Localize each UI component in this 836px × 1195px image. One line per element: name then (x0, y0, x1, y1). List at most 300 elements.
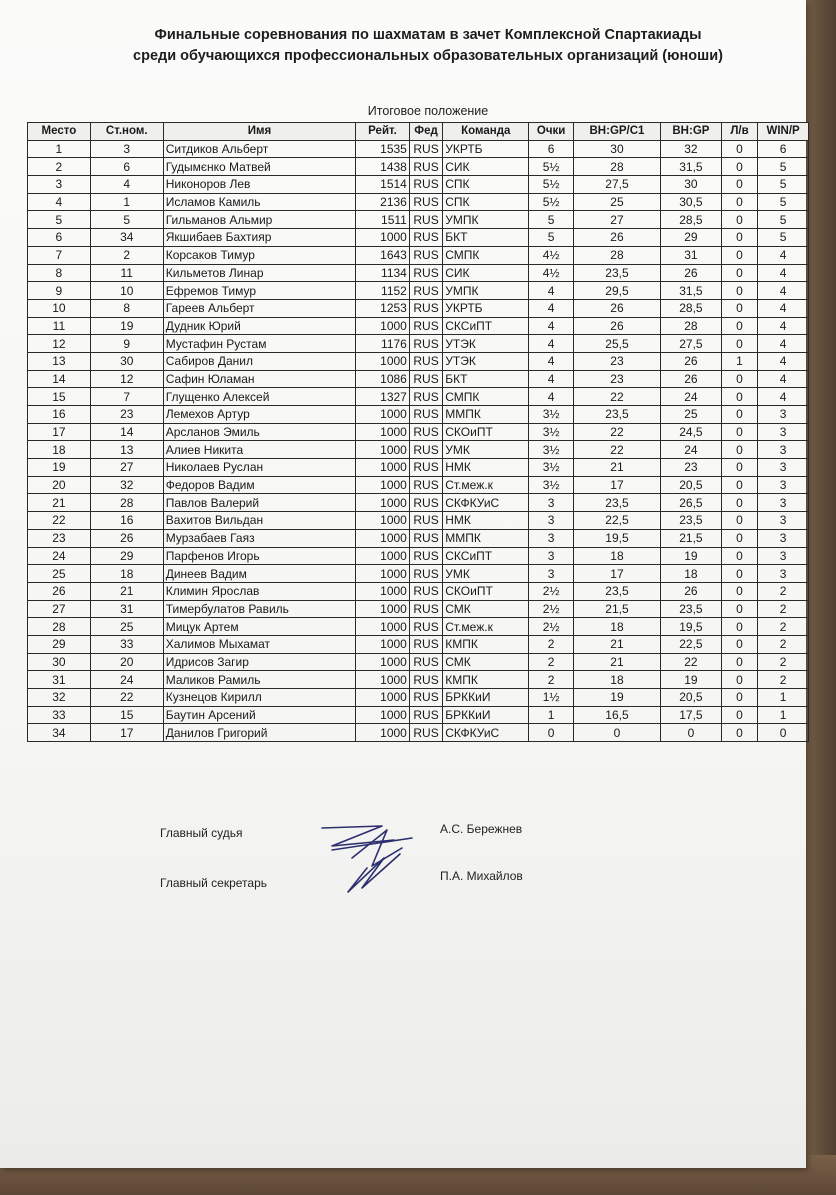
table-cell: 1000 (356, 724, 410, 742)
table-row (28, 653, 809, 671)
table-cell: 0 (721, 176, 757, 194)
table-cell: RUS (409, 282, 442, 300)
table-cell: RUS (409, 512, 442, 530)
table-row (28, 494, 809, 512)
table-cell: 4 (758, 264, 809, 282)
table-cell: 18 (573, 618, 660, 636)
table-cell: RUS (409, 582, 442, 600)
column-header: Фед (409, 123, 442, 141)
table-cell: 0 (721, 441, 757, 459)
table-cell: Гудымєнко Матвей (163, 158, 355, 176)
table-cell: 27 (28, 600, 91, 618)
table-cell: 3½ (529, 459, 574, 477)
table-cell: 0 (721, 158, 757, 176)
table-cell: 5 (758, 158, 809, 176)
table-cell: Никоноров Лев (163, 176, 355, 194)
table-cell: 2½ (529, 600, 574, 618)
table-cell: 0 (721, 140, 757, 158)
column-header: Ст.ном. (90, 123, 163, 141)
column-header: BH:GP (661, 123, 722, 141)
table-cell: 16,5 (573, 706, 660, 724)
table-cell: 1000 (356, 635, 410, 653)
table-cell: 18 (28, 441, 91, 459)
table-cell: ММПК (443, 406, 529, 424)
table-cell: 1535 (356, 140, 410, 158)
table-cell: 5 (758, 229, 809, 247)
table-cell: 4 (758, 335, 809, 353)
table-cell: СКСиПТ (443, 547, 529, 565)
table-cell: 0 (721, 618, 757, 636)
table-cell: 1000 (356, 441, 410, 459)
table-cell: 12 (90, 370, 163, 388)
table-cell: 1000 (356, 582, 410, 600)
table-cell: 0 (721, 335, 757, 353)
table-cell: 19 (90, 317, 163, 335)
table-cell: Баутин Арсений (163, 706, 355, 724)
table-row (28, 211, 809, 229)
table-cell: 17 (573, 476, 660, 494)
table-cell: 2 (529, 635, 574, 653)
table-cell: 4½ (529, 246, 574, 264)
table-cell: 1000 (356, 423, 410, 441)
table-cell: Мицук Артем (163, 618, 355, 636)
table-cell: 17 (573, 565, 660, 583)
column-header: Команда (443, 123, 529, 141)
table-cell: 17,5 (661, 706, 722, 724)
table-row (28, 689, 809, 707)
table-cell: 23 (28, 529, 91, 547)
table-cell: 4 (529, 299, 574, 317)
table-cell: УМК (443, 441, 529, 459)
table-cell: RUS (409, 653, 442, 671)
table-row (28, 299, 809, 317)
table-cell: 3½ (529, 406, 574, 424)
table-row (28, 282, 809, 300)
table-cell: Ст.меж.к (443, 476, 529, 494)
table-cell: 0 (721, 476, 757, 494)
table-cell: RUS (409, 476, 442, 494)
table-cell: 11 (90, 264, 163, 282)
table-cell: УМПК (443, 282, 529, 300)
table-cell: Данилов Григорий (163, 724, 355, 742)
table-cell: СПК (443, 176, 529, 194)
table-cell: 1000 (356, 494, 410, 512)
signature-icon (312, 818, 422, 898)
table-cell: 26 (90, 529, 163, 547)
table-cell: Маликов Рамиль (163, 671, 355, 689)
table-cell: 22,5 (661, 635, 722, 653)
table-cell: RUS (409, 264, 442, 282)
table-cell: СКФКУиС (443, 724, 529, 742)
table-cell: 16 (90, 512, 163, 530)
table-cell: 32 (661, 140, 722, 158)
table-cell: 32 (90, 476, 163, 494)
table-cell: 22 (661, 653, 722, 671)
table-cell: 10 (28, 299, 91, 317)
table-cell: 23 (573, 370, 660, 388)
table-cell: 5 (28, 211, 91, 229)
table-row (28, 352, 809, 370)
table-cell: 6 (529, 140, 574, 158)
table-cell: RUS (409, 299, 442, 317)
table-cell: НМК (443, 459, 529, 477)
table-cell: 7 (28, 246, 91, 264)
table-cell: 2 (28, 158, 91, 176)
table-cell: 4 (28, 193, 91, 211)
table-cell: 23,5 (661, 600, 722, 618)
column-header: Имя (163, 123, 355, 141)
table-cell: 4 (758, 299, 809, 317)
table-cell: Мустафин Рустам (163, 335, 355, 353)
table-cell: 4 (758, 282, 809, 300)
table-row (28, 706, 809, 724)
table-cell: RUS (409, 370, 442, 388)
table-cell: 0 (721, 689, 757, 707)
table-cell: 25 (28, 565, 91, 583)
table-cell: 4 (529, 282, 574, 300)
table-cell: RUS (409, 352, 442, 370)
table-cell: 1000 (356, 653, 410, 671)
table-cell: БКТ (443, 229, 529, 247)
chief-secretary-name: П.А. Михайлов (440, 869, 523, 883)
table-cell: 3 (90, 140, 163, 158)
table-header-row (28, 123, 809, 141)
document-title-line-2: среди обучающихся профессиональных образовательных организаций (юноши) (133, 48, 723, 64)
table-cell: 29 (90, 547, 163, 565)
table-cell: 4 (758, 352, 809, 370)
column-header: Л/в (721, 123, 757, 141)
table-cell: 22 (90, 689, 163, 707)
table-cell: RUS (409, 689, 442, 707)
table-cell: 22 (573, 423, 660, 441)
table-cell: 15 (28, 388, 91, 406)
table-cell: 13 (90, 441, 163, 459)
table-cell: 3 (758, 512, 809, 530)
table-cell: СКФКУиС (443, 494, 529, 512)
table-cell: 2 (758, 600, 809, 618)
table-cell: 17 (90, 724, 163, 742)
table-cell: 21,5 (661, 529, 722, 547)
table-row (28, 618, 809, 636)
table-cell: 5 (758, 211, 809, 229)
table-row (28, 158, 809, 176)
table-cell: 3 (758, 459, 809, 477)
table-cell: 1000 (356, 618, 410, 636)
table-cell: 26 (661, 264, 722, 282)
table-cell: 25 (90, 618, 163, 636)
table-cell: 13 (28, 352, 91, 370)
table-cell: 28 (661, 317, 722, 335)
table-cell: Корсаков Тимур (163, 246, 355, 264)
table-cell: RUS (409, 140, 442, 158)
table-cell: СКОиПТ (443, 582, 529, 600)
table-cell: 16 (28, 406, 91, 424)
table-cell: 4 (529, 370, 574, 388)
table-cell: 1511 (356, 211, 410, 229)
table-cell: 2136 (356, 193, 410, 211)
table-cell: Павлов Валерий (163, 494, 355, 512)
table-cell: RUS (409, 635, 442, 653)
table-row (28, 441, 809, 459)
table-cell: RUS (409, 423, 442, 441)
table-cell: 1 (721, 352, 757, 370)
table-cell: СМПК (443, 388, 529, 406)
table-cell: 25 (573, 193, 660, 211)
table-cell: 23,5 (573, 406, 660, 424)
table-cell: 0 (721, 229, 757, 247)
table-cell: Исламов Камиль (163, 193, 355, 211)
table-cell: 2 (529, 671, 574, 689)
column-header: BH:GP/C1 (573, 123, 660, 141)
table-cell: 34 (90, 229, 163, 247)
table-cell: 0 (721, 512, 757, 530)
table-cell: 22 (573, 441, 660, 459)
table-cell: 28,5 (661, 299, 722, 317)
table-cell: 2 (529, 653, 574, 671)
table-cell: 1000 (356, 352, 410, 370)
table-cell: 23 (90, 406, 163, 424)
table-cell: 1327 (356, 388, 410, 406)
table-cell: 2 (90, 246, 163, 264)
table-cell: 4 (529, 335, 574, 353)
table-cell: 1000 (356, 689, 410, 707)
table-cell: Вахитов Вильдан (163, 512, 355, 530)
table-cell: 5 (529, 211, 574, 229)
table-cell: Гильманов Альмир (163, 211, 355, 229)
table-cell: 30 (28, 653, 91, 671)
table-cell: УМПК (443, 211, 529, 229)
table-cell: 1000 (356, 229, 410, 247)
table-cell: 20 (90, 653, 163, 671)
table-row (28, 370, 809, 388)
table-cell: 3 (758, 476, 809, 494)
table-cell: Сафин Юламан (163, 370, 355, 388)
table-row (28, 246, 809, 264)
table-cell: СКОиПТ (443, 423, 529, 441)
table-cell: 0 (721, 529, 757, 547)
table-cell: 0 (721, 671, 757, 689)
table-cell: НМК (443, 512, 529, 530)
table-cell: 21 (573, 653, 660, 671)
table-cell: УМК (443, 565, 529, 583)
table-cell: 28 (28, 618, 91, 636)
column-header: WIN/P (758, 123, 809, 141)
table-cell: 6 (28, 229, 91, 247)
table-cell: 30,5 (661, 193, 722, 211)
table-cell: RUS (409, 246, 442, 264)
table-cell: 0 (721, 635, 757, 653)
table-cell: 20,5 (661, 476, 722, 494)
table-cell: 1086 (356, 370, 410, 388)
table-cell: 26 (573, 229, 660, 247)
table-cell: Тимербулатов Равиль (163, 600, 355, 618)
table-cell: 18 (90, 565, 163, 583)
table-cell: 11 (28, 317, 91, 335)
table-cell: 0 (721, 406, 757, 424)
table-cell: 1134 (356, 264, 410, 282)
table-cell: 0 (573, 724, 660, 742)
table-cell: 21 (28, 494, 91, 512)
table-cell: 5½ (529, 158, 574, 176)
table-cell: 1000 (356, 317, 410, 335)
table-row (28, 476, 809, 494)
table-row (28, 582, 809, 600)
table-cell: 0 (721, 193, 757, 211)
table-row (28, 459, 809, 477)
table-cell: 26 (661, 582, 722, 600)
table-cell: 0 (661, 724, 722, 742)
table-cell: 18 (661, 565, 722, 583)
table-cell: 0 (721, 582, 757, 600)
table-cell: 2½ (529, 582, 574, 600)
table-cell: 3 (28, 176, 91, 194)
table-cell: 3 (758, 547, 809, 565)
table-cell: 6 (90, 158, 163, 176)
table-cell: RUS (409, 618, 442, 636)
table-cell: 3 (529, 529, 574, 547)
chief-judge-label: Главный судья (160, 826, 243, 840)
table-cell: Динеев Вадим (163, 565, 355, 583)
table-cell: 0 (721, 547, 757, 565)
table-cell: 2½ (529, 618, 574, 636)
chief-judge-name: А.С. Бережнев (440, 822, 523, 836)
table-cell: 21 (573, 459, 660, 477)
table-cell: RUS (409, 529, 442, 547)
table-cell: 4 (758, 317, 809, 335)
table-cell: СМК (443, 653, 529, 671)
table-cell: 29 (28, 635, 91, 653)
table-cell: 19 (28, 459, 91, 477)
table-cell: БРККиИ (443, 706, 529, 724)
table-cell: 24 (90, 671, 163, 689)
table-cell: 30 (661, 176, 722, 194)
table-cell: 19 (661, 671, 722, 689)
table-cell: 4 (529, 352, 574, 370)
table-cell: 24 (28, 547, 91, 565)
table-cell: 27,5 (661, 335, 722, 353)
table-row (28, 635, 809, 653)
table-cell: 34 (28, 724, 91, 742)
table-cell: 0 (721, 423, 757, 441)
table-row (28, 512, 809, 530)
table-cell: 26 (573, 299, 660, 317)
table-cell: 28 (90, 494, 163, 512)
table-row (28, 671, 809, 689)
table-cell: 0 (721, 370, 757, 388)
table-cell: 19 (573, 689, 660, 707)
table-cell: 3 (758, 494, 809, 512)
table-cell: 30 (90, 352, 163, 370)
table-cell: 3 (758, 423, 809, 441)
table-cell: 0 (721, 459, 757, 477)
table-cell: БРККиИ (443, 689, 529, 707)
table-cell: 3½ (529, 476, 574, 494)
table-cell: 17 (28, 423, 91, 441)
table-cell: RUS (409, 706, 442, 724)
column-header: Очки (529, 123, 574, 141)
table-cell: 10 (90, 282, 163, 300)
table-cell: 18 (573, 547, 660, 565)
table-row (28, 600, 809, 618)
table-cell: RUS (409, 547, 442, 565)
table-cell: 3 (529, 512, 574, 530)
table-cell: 14 (28, 370, 91, 388)
table-cell: 26 (573, 317, 660, 335)
table-row (28, 317, 809, 335)
table-cell: Сабиров Данил (163, 352, 355, 370)
table-cell: 27 (90, 459, 163, 477)
table-cell: 1 (529, 706, 574, 724)
table-cell: RUS (409, 565, 442, 583)
table-row (28, 724, 809, 742)
table-cell: 3 (758, 565, 809, 583)
table-cell: Идрисов Загир (163, 653, 355, 671)
table-row (28, 229, 809, 247)
table-cell: RUS (409, 211, 442, 229)
table-cell: 23,5 (573, 582, 660, 600)
table-cell: 28,5 (661, 211, 722, 229)
table-cell: Ефремов Тимур (163, 282, 355, 300)
table-cell: 18 (573, 671, 660, 689)
table-cell: 0 (721, 600, 757, 618)
table-cell: Кильметов Линар (163, 264, 355, 282)
table-cell: Арсланов Эмиль (163, 423, 355, 441)
table-cell: RUS (409, 600, 442, 618)
table-cell: 1000 (356, 547, 410, 565)
table-cell: 31 (90, 600, 163, 618)
table-cell: 20,5 (661, 689, 722, 707)
table-cell: 0 (721, 211, 757, 229)
table-cell: RUS (409, 158, 442, 176)
table-cell: 9 (90, 335, 163, 353)
standings-table (27, 122, 809, 742)
table-cell: 0 (721, 282, 757, 300)
table-cell: RUS (409, 317, 442, 335)
table-cell: 12 (28, 335, 91, 353)
table-cell: 7 (90, 388, 163, 406)
table-cell: 0 (721, 706, 757, 724)
table-cell: Глущенко Алексей (163, 388, 355, 406)
table-cell: Кузнецов Кирилл (163, 689, 355, 707)
table-row (28, 264, 809, 282)
table-cell: КМПК (443, 671, 529, 689)
table-cell: 5 (90, 211, 163, 229)
table-cell: RUS (409, 229, 442, 247)
table-cell: 23,5 (661, 512, 722, 530)
table-cell: 3½ (529, 423, 574, 441)
table-cell: ММПК (443, 529, 529, 547)
table-cell: 4 (90, 176, 163, 194)
table-cell: 1000 (356, 600, 410, 618)
table-cell: 0 (721, 246, 757, 264)
table-cell: 0 (721, 724, 757, 742)
table-cell: Мурзабаев Гаяз (163, 529, 355, 547)
table-cell: 4 (529, 317, 574, 335)
column-header: Рейт. (356, 123, 410, 141)
table-row (28, 529, 809, 547)
table-cell: 28 (573, 158, 660, 176)
table-row (28, 547, 809, 565)
table-cell: 26 (661, 352, 722, 370)
table-cell: 22,5 (573, 512, 660, 530)
table-cell: 1000 (356, 671, 410, 689)
table-cell: 1000 (356, 565, 410, 583)
table-cell: RUS (409, 193, 442, 211)
table-cell: 8 (28, 264, 91, 282)
table-cell: Николаев Руслан (163, 459, 355, 477)
table-row (28, 406, 809, 424)
table-cell: 5½ (529, 176, 574, 194)
